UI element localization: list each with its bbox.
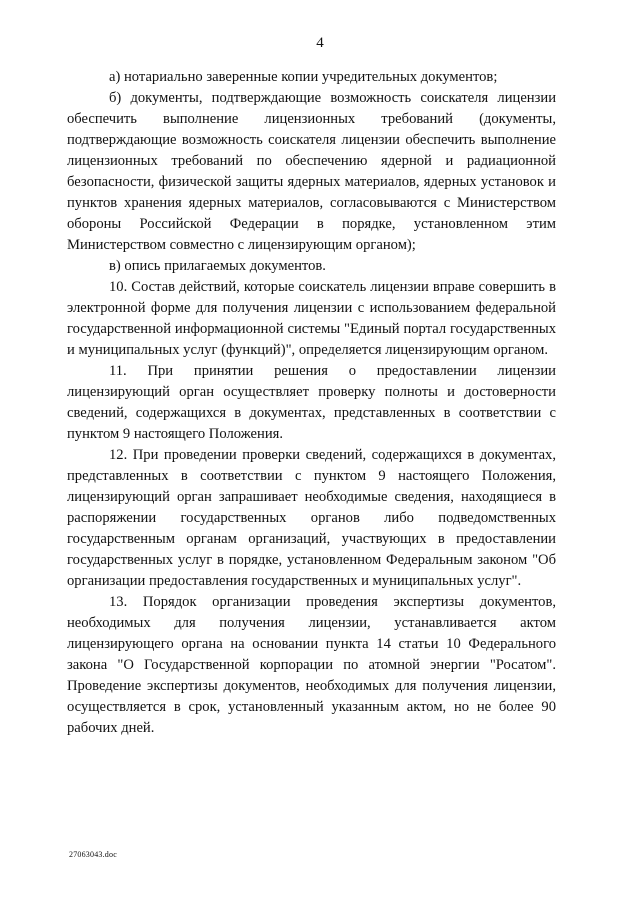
paragraph-12: 12. При проведении проверки сведений, содержащихся в документах, представленных в соответствии с пунктом 9 настоящего Положения, лицензирующий орган запрашивает необходимые сведения, находящиеся в распоряжении государственных органов либо подведомственных государственным органам организаций, участвующих в предоставлении государственных услуг в порядке, установленном Федеральным законом "Об организации предоставления государственных и муниципальных услуг".: [67, 447, 556, 589]
page-number: 4: [316, 35, 324, 51]
paragraph-13: 13. Порядок организации проведения экспертизы документов, необходимых для получения лицензии, устанавливается актом лицензирующего органа на основании пункта 14 статьи 10 Федерального закона "О Государственной корпорации по атомной энергии "Росатом". Проведение экспертизы документов, необходимых для получения лицензии, осуществляется в срок, установленный указанным актом, но не более 90 рабочих дней.: [67, 594, 556, 736]
footer-filename: 27063043.doc: [69, 850, 117, 859]
paragraph-item-b: б) документы, подтверждающие возможность соискателя лицензии обеспечить выполнение лицензионных требований (документы, подтверждающие возможность соискателя лицензии обеспечить выполнение лицензионных требований по обеспечению ядерной и радиационной безопасности, физической защиты ядерных материалов, ядерных установок и пунктов хранения ядерных материалов, согласовываются с Министерством обороны Российской Федерации в порядке, установленном этим Министерством совместно с лицензирующим органом);: [67, 90, 556, 253]
paragraph-item-a: а) нотариально заверенные копии учредительных документов;: [109, 69, 498, 85]
paragraph-11: 11. При принятии решения о предоставлении лицензии лицензирующий орган осуществляет проверку полноты и достоверности сведений, содержащихся в документах, представленных в соответствии с пунктом 9 настоящего Положения.: [67, 363, 556, 442]
paragraph-10: 10. Состав действий, которые соискатель лицензии вправе совершить в электронной форме для получения лицензии с использованием федеральной государственной информационной системы "Единый портал государственных и муниципальных услуг (функций)", определяется лицензирующим органом.: [67, 279, 556, 358]
paragraph-item-v: в) опись прилагаемых документов.: [109, 258, 326, 274]
document-body: [67, 67, 556, 739]
